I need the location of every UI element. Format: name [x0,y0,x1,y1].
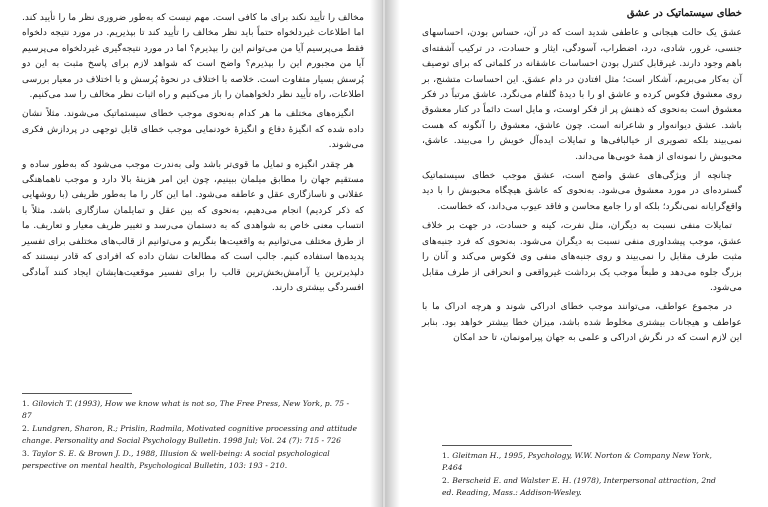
left-paragraph-3: هر چقدر انگیزه و تمایل ما قوی‌تر باشد ولی به‌ندرت موجب می‌شود که به‌طور ساده و مستقیم جهان را مطابق میلمان ببینیم، چون این امر هزینهٔ بالا دارد و موجب ناهماهنگی عقلانی و ناسازگاری عقل و عاطفه می‌شود. اما این کار را ما به‌طور ظریفی (با روشهایی که ذکر کردیم) انجام می‌دهیم، به‌نحوی که بین عقل و تمایلمان سازگاری باشد. مثلاً با انتساب معنی خاص به شواهدی که به دستمان می‌رسد و تغییر ظریف معیار و تعاریف. ما از طرق مختلف می‌توانیم به واقعیت‌ها بنگریم و می‌توانیم از قالب‌های مختلفی برای تفسیر پدیده‌ها استفاده کنیم. جالب است که مطالعات نشان داده که افرادی که قادر نیستند که دلپذیرترین یا آرامش‌بخش‌ترین قالب را برای تفسیر موقعیت‌هایشان ایجاد کنند آمادگی افسردگی بیشتری دارند. [22,158,364,293]
right-footnote-rule [442,445,572,446]
left-paragraph-1: مخالف را تأیید نکند برای ما کافی است. مهم نیست که به‌طور ضروری نظر ما را تأیید کند. اما اطلاعات غیردلخواه حتماً باید نظر مخالف را تأیید کند تا بپذیریم. در مورد نتیجه دلخواه فقط می‌پرسیم آیا من می‌توانم این را بپذیرم؟ اما در مورد نتیجه‌گیری غیردلخواه می‌پرسیم آیا من مجبورم این را بپذیرم؟ واضح است که شواهد لازم برای پاسخ مثبت به این دو پُرسش بسیار متفاوت است. خلاصه با اختلاف در نحوهٔ پُرسش و با اختلاف در معیار بررسی اطلاعات، راه تأیید نظر دلخواهمان را باز می‌کنیم و راه اثبات نظر مخالف را سد می‌کنیم. [21,12,364,101]
right-section-heading-line [422,6,742,21]
right-footnote-2 [442,475,724,498]
footnote-number: 2. [442,476,450,486]
footnote-text: Gleitman H., 1995, Psychology, W.W. Norton & Company New York, P.464 [442,451,712,472]
footnote-number: 3. [22,449,30,459]
right-footnotes [442,450,724,500]
right-paragraph-2: چنانچه از ویژگی‌های عشق واضح است، عشق موجب خطای سیستماتیک گسترده‌ای در مورد معشوق می‌شود. به‌نحوی که عاشق هیچگاه محبوبش را با دید واقع‌گرایانه نمی‌نگرد؛ بلکه او را جامع محاسن و فاقد عیوب می‌داند، که خطاست. [422,170,742,212]
right-paragraph-4: در مجموع عواطف، می‌توانند موجب خطای ادراکی شوند و هرچه ادراک ما با عواطف و هیجانات بیشتری مخلوط شده باشد، میزان خطا بیشتر خواهد بود. بنابر این لازم است که در نگرش ادراکی و علمی به جهان پیرامونمان، تا حد امکان [422,301,742,344]
right-paragraph-3: تمایلات منفی نسبت به دیگران، مثل نفرت، کینه و حسادت، در جهت بر خلاف عشق، موجب پیشداوری منفی نسبت به دیگران می‌شود. به‌نحوی که فرد جنبه‌های مثبت طرف مقابل را نمی‌بیند و روی جنبه‌های منفی وی فکوس می‌کند و آنان را بزرگ جلوه می‌دهد و طبعاً موجب یک برداشت غیرواقعی و انحرافی از طرف مقابل می‌شود. [422,220,742,293]
right-body-text [422,6,742,350]
left-footnote-rule [22,393,132,394]
right-page-spine-shadow [386,0,400,507]
footnote-text: Lundgren, Sharon, R.; Prislin, Radmila, Motivated cognitive processing and attitude change. Personality and Social Psychology Bulletin. 1998 Jul; Vol. 24 (7): 715 - 726 [22,424,358,445]
section-heading: خطای سیستماتیک در عشق [626,8,742,19]
left-footnote-1 [22,398,360,421]
left-footnote-3 [22,448,360,471]
footnote-number: 2. [22,424,30,434]
left-footnotes [22,398,360,474]
footnote-number: 1. [22,399,30,408]
right-page [386,0,768,507]
right-footnote-1 [442,450,724,473]
left-body-text [22,10,364,299]
left-paragraph-2: انگیزه‌های مختلف ما هر کدام به‌نحوی موجب خطای سیستماتیک می‌شوند. مثلاً نشان داده شده که انگیزهٔ دفاع و انگیزهٔ خودنمایی موجب خطای قابل توجهی در پردازش فکری می‌شوند. [22,108,364,151]
footnote-number: 1. [442,451,450,460]
left-page-spine-shadow [370,0,382,507]
left-page [0,0,382,507]
right-paragraph-1: عشق یک حالت هیجانی و عاطفی شدید است که در آن، حساس بودن، احساسهای جنسی، غرور، شادی، درد، اضطراب، آسودگی، ایثار و حسادت، در ترکیب آشفته‌ای باهم وجود دارند. غیرقابل کنترل بودن احساسات عاشقانه در کلماتی که برای توصیف آن به‌کار می‌بریم، آشکار است؛ مثل افتادن در دام عشق. این احساسات متشنج، بر روی معشوق فکوس کرده و عاشق او را با دیدهٔ گلفام می‌نگرد. عاشق مرتباً در فکر معشوق است به‌نحوی که ذهنش پر از فکر اوست، و مایل است دائماً در کنار معشوق باشد. عشق دیوانه‌وار و شاعرانه است. چون عاشق، معشوق را آنگونه که هست نمی‌بیند بلکه تصویری از خیالبافی‌ها و تمایلات ایده‌آل خویش را می‌بیند. عاشق، محبوبش را نمونه‌ای از همهٔ خوبی‌ها می‌داند. [422,27,742,162]
footnote-text: Berscheid E. and Walster E. H. (1978), Interpersonal attraction, 2nd ed. Reading, Mass.: Addison-Wesley. [442,476,716,497]
left-footnote-2 [22,423,360,446]
footnote-text: Taylor S. E. & Brown J. D., 1988, Illusion & well-being: A social psychological perspective on mental health, Psychological Bulletin, 103: 193 - 210. [22,449,330,470]
footnote-text: Gilovich T. (1993), How we know what is not so, The Free Press, New York, p. 75 - 87 [22,399,350,420]
